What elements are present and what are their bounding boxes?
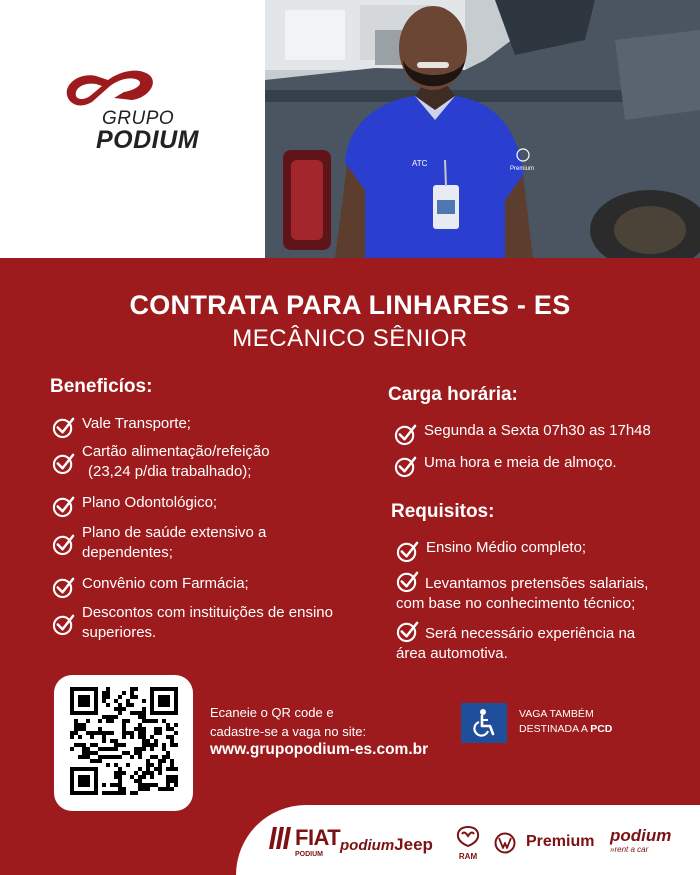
requisitos-title: Requisitos:: [391, 501, 495, 522]
list-item: Descontos com instituições de ensino superiores.: [52, 603, 382, 643]
beneficios-list: [52, 410, 382, 650]
check-icon: [396, 620, 419, 643]
ram-logo-icon: [455, 825, 481, 849]
vw-logo: [494, 832, 516, 859]
list-item: Cartão alimentação/refeição (23,24 p/dia trabalhado);: [52, 442, 382, 482]
shirt-badge-text: ATC: [412, 159, 428, 168]
qr-code-card[interactable]: [54, 675, 193, 811]
qr-instructions: Ecaneie o QR code e cadastre-se a vaga no site:: [210, 705, 367, 739]
check-icon: [52, 495, 75, 518]
check-icon: [396, 570, 419, 593]
check-icon: [52, 576, 75, 599]
check-icon: [52, 533, 75, 556]
grupo-podium-logo: [58, 62, 208, 162]
list-item: Levantamos pretensões salariais, com base no conhecimento técnico;: [396, 570, 696, 614]
premium-logo: Premium: [526, 833, 595, 850]
list-item: Plano de saúde extensivo a dependentes;: [52, 523, 382, 563]
list-item: Plano Odontológico;: [52, 493, 382, 513]
check-icon: [52, 416, 75, 439]
qr-code-icon[interactable]: [70, 687, 178, 795]
podium-jeep-logo: podiumJeep: [340, 835, 433, 854]
page-headline: CONTRATA PARA LINHARES - ES: [129, 290, 571, 320]
check-icon: [396, 540, 419, 563]
wheelchair-icon: [461, 703, 507, 743]
check-icon: [394, 455, 417, 478]
pcd-notice: VAGA TAMBÉM DESTINADA A PCD: [519, 708, 613, 735]
logo-text-grupo: GRUPO: [102, 108, 175, 129]
fiat-logo-icon: [269, 827, 293, 849]
header-section: [0, 0, 700, 258]
brand-logos-bar: FIAT PODIUM podiumJeep RAM Premium podium »rent a car: [236, 805, 700, 875]
vw-logo-icon: [494, 832, 516, 854]
requisitos-list: [396, 536, 696, 666]
list-item: Será necessário experiência na área automotiva.: [396, 620, 696, 664]
carga-title: Carga horária:: [388, 384, 518, 405]
list-item: Vale Transporte;: [52, 414, 382, 434]
grupo-podium-logo-icon: [62, 68, 158, 112]
carga-list: [394, 419, 694, 489]
shirt-brand-text: Premium: [510, 166, 535, 172]
mechanic-photo: [265, 0, 700, 258]
list-item: Segunda a Sexta 07h30 as 17h48: [394, 421, 694, 441]
list-item: Convênio com Farmácia;: [52, 574, 382, 594]
beneficios-title: Beneficíos:: [50, 376, 153, 397]
check-icon: [394, 423, 417, 446]
check-icon: [52, 613, 75, 636]
list-item: Uma hora e meia de almoço.: [394, 453, 694, 473]
ram-logo: RAM: [451, 825, 485, 861]
job-title: MECÂNICO SÊNIOR: [232, 325, 468, 352]
logo-text-podium: PODIUM: [96, 126, 199, 154]
site-url-link[interactable]: www.grupopodium-es.com.br: [210, 741, 429, 758]
podium-rent-logo: podium »rent a car: [610, 826, 672, 854]
list-item: Ensino Médio completo;: [396, 538, 696, 558]
check-icon: [52, 452, 75, 475]
